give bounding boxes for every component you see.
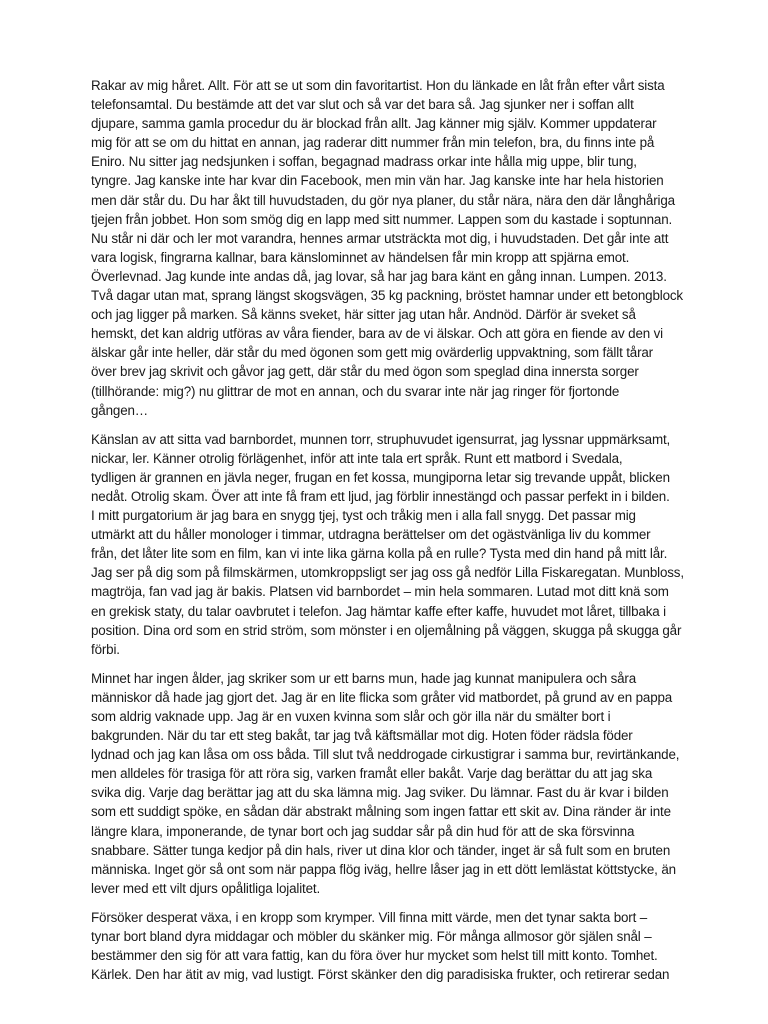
text-line: bakgrunden. När du tar ett steg bakåt, tar jag två käftsmällar mot dig. Hoten föder rädsla föder bbox=[91, 728, 633, 744]
text-line: Överlevnad. Jag kunde inte andas då, jag lovar, så har jag bara känt en gång innan. Lumpen. 2013. bbox=[91, 268, 667, 284]
text-line: nedåt. Otrolig skam. Över att inte få fram ett ljud, jag förblir innestängd och passar perfekt in i bilden. bbox=[91, 488, 670, 504]
text-line: tyngre. Jag kanske inte har kvar din Facebook, men min vän har. Jag kanske inte har hela historien bbox=[91, 173, 664, 189]
text-line: men där står du. Du har åkt till huvudstaden, du gör nya planer, du står nära, nära den där långhåriga bbox=[91, 192, 675, 208]
text-line: älskar går inte heller, där står du med ögonen som gett mig ovärderlig uppvaktning, som fällt tårar bbox=[91, 345, 653, 361]
paragraph-3 bbox=[91, 669, 680, 898]
text-line: som aldrig vaknade upp. Jag är en vuxen kvinna som slår och gör illa när du smälter bort i bbox=[91, 709, 611, 724]
text-line: människor då hade jag gjort det. Jag är en lite flicka som gråter vid matbordet, på grund av en pappa bbox=[91, 689, 673, 705]
text-line: mig för att se om du hittat en annan, jag raderar ditt nummer från min telefon, bra, du finns inte på bbox=[91, 135, 655, 151]
paragraph-2 bbox=[91, 430, 684, 659]
text-line: Eniro. Nu sitter jag nedsjunken i soffan, begagnad madrass orkar inte hålla mig uppe, blir tung, bbox=[91, 154, 637, 170]
text-line: och jag ligger på marken. Så känns sveket, här sitter jag utan hår. Andnöd. Därför är sveket så bbox=[91, 307, 636, 323]
text-line: magtröja, fan vad jag är bakis. Platsen vid barnbordet – min hela sommaren. Lutad mot ditt knä som bbox=[91, 584, 669, 600]
text-line: Två dagar utan mat, sprang längst skogsvägen, 35 kg packning, bröstet hamnar under ett betongblock bbox=[91, 288, 683, 304]
text-line: gången… bbox=[91, 402, 149, 418]
text-line: förbi. bbox=[91, 641, 120, 657]
text-line: tjejen från jobbet. Hon som smög dig en lapp med sitt nummer. Lappen som du kastade i soptunnan. bbox=[91, 211, 673, 227]
text-line: tynar bort bland dyra middagar och möbler du skänker mig. För många allmosor gör själen snål – bbox=[91, 929, 652, 945]
text-line: Rakar av mig håret. Allt. För att se ut som din favoritartist. Hon du länkade en låt från efter vårt sista bbox=[91, 78, 665, 93]
paragraph-4 bbox=[91, 908, 677, 984]
text-line: Försöker desperat växa, i en kropp som krymper. Vill finna mitt värde, men det tynar sakta bort – bbox=[91, 909, 648, 925]
text-line: som ett suddigt spöke, en sådan där abstrakt målning som ingen fattar ett skit av. Dina ränder är inte bbox=[91, 804, 671, 820]
text-line: Minnet har ingen ålder, jag skriker som ur ett barns mun, hade jag kunnat manipulera och såra bbox=[91, 670, 637, 686]
text-line: utmärkt att du håller monologer i timmar, utdragna berättelser om det ogästvänliga liv du kommer bbox=[91, 527, 651, 543]
text-line: Känslan av att sitta vad barnbordet, munnen torr, struphuvudet igensurrat, jag lyssnar uppmärksamt, bbox=[91, 431, 671, 447]
text-line: men alldeles för trasiga för att röra sig, varken framåt eller bakåt. Varje dag berättar du att jag ska bbox=[91, 766, 653, 782]
text-line: vara logisk, fingrarna kallnar, bara känslominnet av händelsen får min kropp att spjärna emot. bbox=[91, 249, 630, 265]
text-line: Jag ser på dig som på filmskärmen, utomkroppsligt ser jag oss gå nedför Lilla Fiskaregatan. Munbloss, bbox=[91, 565, 684, 581]
text-line: Kärlek. Den har ätit av mig, vad lustigt. Först skänker den dig paradisiska frukter, och retirerar sedan bbox=[91, 967, 670, 983]
text-line: I mitt purgatorium är jag bara en snygg tjej, tyst och tråkig men i alla fall snygg. Det passar mig bbox=[91, 508, 636, 524]
text-line: lydnad och jag kan låsa om oss båda. Till slut två neddrogade cirkustigrar i samma bur, revirtänkande, bbox=[91, 747, 680, 763]
text-line: position. Dina ord som en strid ström, som mönster i en oljemålning på väggen, skugga på skugga går bbox=[91, 622, 682, 638]
paragraph-1 bbox=[91, 76, 683, 420]
text-line: längre klara, imponerande, de tynar bort och jag suddar sår på din hud för att de ska försvinna bbox=[91, 823, 635, 839]
text-line: snabbare. Sätter tunga kedjor på din hals, river ut dina klor och tänder, inget är så fult som en bruten bbox=[91, 842, 671, 858]
text-line: lever med ett vilt djurs opålitliga lojalitet. bbox=[91, 880, 321, 896]
document-page bbox=[91, 76, 684, 994]
text-line: djupare, samma gamla procedur du är blockad från allt. Jag känner mig själv. Kommer uppdaterar bbox=[91, 116, 657, 132]
text-line: hemskt, det kan aldrig utföras av våra fiender, bara av de vi älskar. Och att göra en fiende av den vi bbox=[91, 326, 663, 342]
text-line: (tillhörande: mig?) nu glittrar de mot en annan, och du svarar inte när jag ringer för fjortonde bbox=[91, 383, 620, 399]
text-line: över brev jag skrivit och gåvor jag gett, där står du med ögon som speglad dina innersta sorger bbox=[91, 364, 639, 380]
text-line: bestämmer den sig för att vara fattig, kan du föra över hur mycket som helst till mitt konto. Tomhet. bbox=[91, 948, 658, 964]
text-line: människa. Inget gör så ont som när pappa flög iväg, hellre låser jag in ett dött lemlästat köttstycke, än bbox=[91, 861, 676, 877]
text-line: Nu står ni där och ler mot varandra, hennes armar utsträckta mot dig, i huvudstaden. Det går inte att bbox=[91, 230, 669, 246]
text-line: nickar, ler. Känner otrolig förlägenhet, inför att inte tala ert språk. Runt ett matbord i Svedala, bbox=[91, 450, 623, 466]
text-line: svika dig. Varje dag berättar jag att du ska lämna mig. Jag sviker. Du lämnar. Fast du är kvar i bilden bbox=[91, 785, 669, 801]
text-line: från, det låter lite som en film, kan vi inte lika gärna kolla på en rulle? Tysta med din hand på mitt lår. bbox=[91, 546, 668, 562]
text-line: en grekisk staty, du talar oavbrutet i telefon. Jag hämtar kaffe efter kaffe, huvudet mot låret, tillbaka i bbox=[91, 603, 666, 619]
text-line: telefonsamtal. Du bestämde att det var slut och så var det bara så. Jag sjunker ner i soffan allt bbox=[91, 97, 634, 113]
text-line: tydligen är grannen en jävla neger, frugan en fet kossa, mungiporna letar sig trevande uppåt, blicken bbox=[91, 469, 670, 485]
